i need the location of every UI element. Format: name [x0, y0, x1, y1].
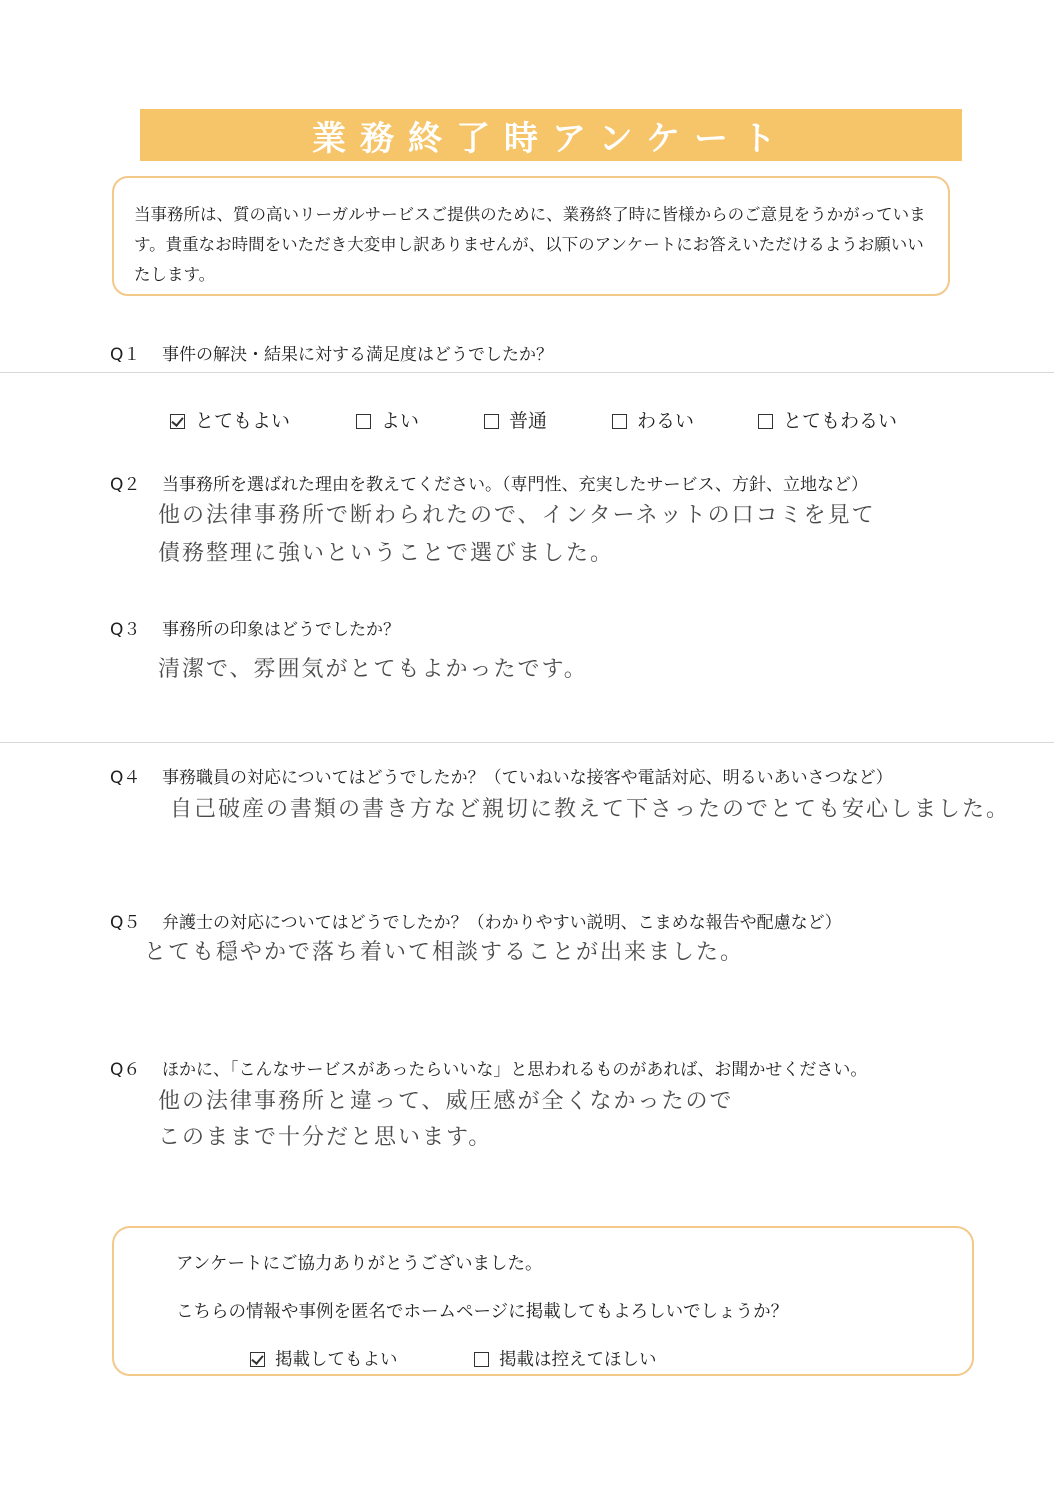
question-text: 事件の解決・結果に対する満足度はどうでしたか？ — [162, 345, 553, 365]
question-number: Q２ — [110, 475, 141, 495]
intro-text: 当事務所は、質の高いリーガルサービスご提供のために、業務終了時に皆様からのご意見をうかがっています。貴重なお時間をいただき大変申し訳ありませんが、以下のアンケートにお答えいただけるようお願いいたします。 — [134, 205, 926, 284]
checkbox-checked-icon[interactable] — [250, 1352, 265, 1367]
option-publish-ok[interactable] — [250, 1346, 398, 1371]
page-title: 業務終了時アンケート — [312, 118, 790, 159]
consent-question: こちらの情報や事例を匿名でホームページに掲載してもよろしいでしょうか？ — [176, 1302, 789, 1322]
option-label: 掲載は控えてほしい — [499, 1350, 657, 1370]
option-label: 掲載してもよい — [275, 1350, 398, 1370]
handwritten-answer: 他の法律事務所で断わられたので、インターネットの口コミを見て — [158, 503, 876, 528]
question-number: Q５ — [110, 913, 141, 933]
handwritten-answer: 自己破産の書類の書き方など親切に教えて下さったのでとても安心しました。 — [170, 797, 1011, 822]
question-6 — [110, 1055, 867, 1080]
option-very-bad[interactable] — [758, 406, 897, 433]
option-label: とてもわるい — [783, 410, 898, 432]
option-label: わるい — [637, 410, 695, 432]
checkbox-icon[interactable] — [474, 1352, 489, 1367]
question-4 — [110, 763, 893, 788]
scan-divider — [0, 742, 1054, 743]
question-number: Q３ — [110, 620, 141, 640]
title-banner — [140, 109, 962, 161]
question-text: 当事務所を選ばれた理由を教えてください。（専門性、充実したサービス、方針、立地など） — [162, 475, 869, 495]
checkbox-icon[interactable] — [758, 414, 773, 429]
checkbox-icon[interactable] — [356, 414, 371, 429]
checkbox-icon[interactable] — [612, 414, 627, 429]
option-very-good[interactable] — [170, 406, 290, 433]
question-text: ほかに、「こんなサービスがあったらいいな」と思われるものがあれば、お聞かせください。 — [162, 1060, 868, 1080]
option-good[interactable] — [356, 406, 419, 433]
handwritten-answer: 他の法律事務所と違って、威圧感が全くなかったので — [158, 1089, 734, 1114]
question-text: 事務職員の対応についてはどうでしたか？（ていねいな接客や電話対応、明るいあいさつなど） — [162, 768, 893, 788]
consent-box — [112, 1226, 974, 1376]
option-label: 普通 — [509, 410, 548, 432]
thanks-text: アンケートにご協力ありがとうございました。 — [176, 1254, 543, 1274]
question-text: 事務所の印象はどうでしたか？ — [162, 620, 400, 640]
question-number: Q６ — [110, 1060, 141, 1080]
question-5 — [110, 908, 842, 933]
question-number: Q１ — [110, 345, 141, 365]
question-1 — [110, 340, 553, 365]
scan-divider — [0, 372, 1054, 373]
intro-box — [112, 176, 950, 296]
handwritten-answer: とても穏やかで落ち着いて相談することが出来ました。 — [144, 940, 745, 965]
question-text: 弁護士の対応についてはどうでしたか？（わかりやすい説明、こまめな報告や配慮など） — [162, 913, 842, 933]
option-average[interactable] — [484, 406, 547, 433]
question-number: Q４ — [110, 768, 141, 788]
checkbox-icon[interactable] — [484, 414, 499, 429]
option-publish-decline[interactable] — [474, 1346, 657, 1371]
question-2 — [110, 470, 868, 495]
handwritten-answer: このままで十分だと思います。 — [158, 1125, 493, 1150]
option-label: とてもよい — [195, 410, 291, 432]
q1-options — [0, 406, 1054, 436]
question-3 — [110, 615, 400, 640]
option-label: よい — [381, 410, 420, 432]
handwritten-answer: 清潔で、雰囲気がとてもよかったです。 — [158, 657, 588, 682]
checkbox-checked-icon[interactable] — [170, 414, 185, 429]
handwritten-answer: 債務整理に強いということで選びました。 — [158, 541, 615, 566]
option-bad[interactable] — [612, 406, 694, 433]
